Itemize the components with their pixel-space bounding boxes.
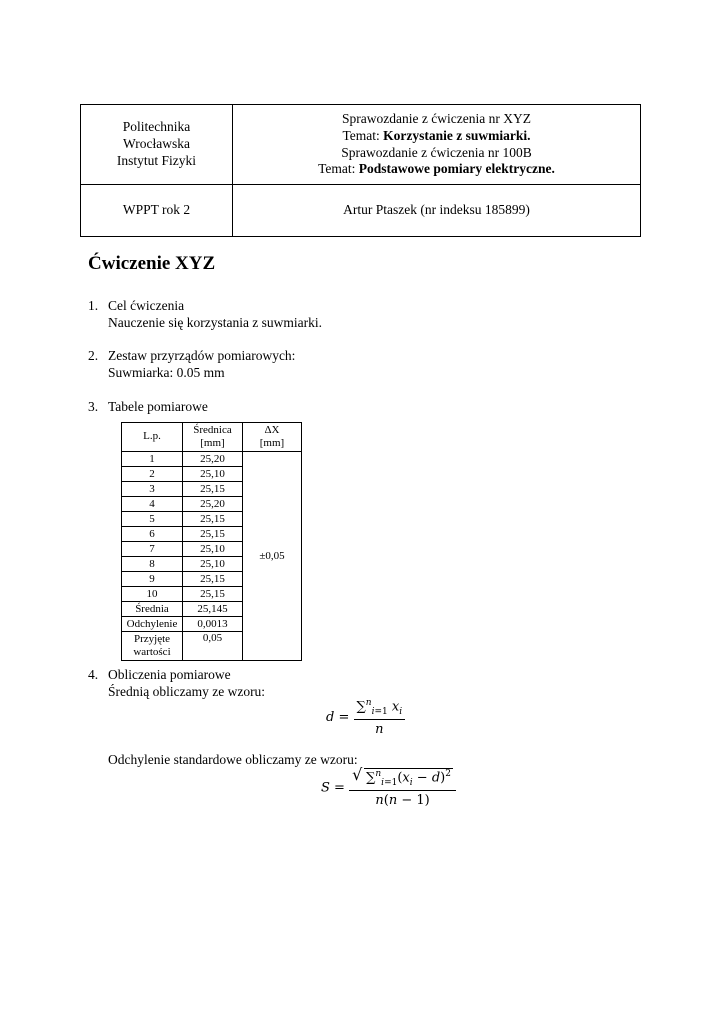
measurement-table bbox=[121, 422, 302, 661]
report-header-table bbox=[80, 104, 641, 237]
header-diameter: Średnica [mm] bbox=[183, 423, 243, 452]
report-topic-line: Temat: Korzystanie z suwmiarki. bbox=[342, 127, 531, 143]
table-cell: 2 bbox=[122, 467, 183, 482]
table-cell: 1 bbox=[122, 452, 183, 467]
std-dev-formula: S = √ $\sum^n_{i=1}(x_i - d)^2$ n(n − 1) bbox=[321, 768, 456, 808]
accepted-label: Przyjęte wartości bbox=[122, 632, 183, 661]
table-cell: 3 bbox=[122, 482, 183, 497]
deviation-label: Odchylenie bbox=[122, 617, 183, 632]
group-cell: WPPT rok 2 bbox=[81, 185, 233, 237]
header-lp: L.p. bbox=[122, 423, 183, 452]
table-cell: 8 bbox=[122, 557, 183, 572]
section-number: 2. bbox=[88, 348, 99, 363]
report-line: Sprawozdanie z ćwiczenia nr 100B bbox=[341, 144, 532, 160]
mean-formula: d = $\frac{\sum^n_{i=1} x_i}{n}$ bbox=[326, 698, 405, 737]
mean-label: Średnia bbox=[122, 602, 183, 617]
section-title: Tabele pomiarowe bbox=[108, 399, 208, 414]
section-number: 3. bbox=[88, 399, 99, 414]
table-cell: 25,10 bbox=[183, 467, 243, 482]
mean-value: 25,145 bbox=[183, 602, 243, 617]
table-cell: 25,15 bbox=[183, 587, 243, 602]
section-number: 4. bbox=[88, 667, 99, 682]
section-body: Średnią obliczamy ze wzoru: bbox=[108, 684, 266, 699]
table-cell: 25,15 bbox=[183, 482, 243, 497]
institution-line: Wrocławska bbox=[123, 136, 190, 152]
table-cell: 25,10 bbox=[183, 542, 243, 557]
section-number: 1. bbox=[88, 298, 99, 313]
table-cell: 25,20 bbox=[183, 452, 243, 467]
section-title: Obliczenia pomiarowe bbox=[108, 667, 231, 682]
section-body: Suwmiarka: 0.05 mm bbox=[108, 365, 225, 380]
std-dev-intro: Odchylenie standardowe obliczamy ze wzoru: bbox=[108, 752, 358, 767]
delta-value: ±0,05 bbox=[243, 452, 302, 661]
accepted-value: 0,05 bbox=[183, 632, 243, 661]
page-title: Ćwiczenie XYZ bbox=[88, 253, 216, 274]
table-cell: 25,15 bbox=[183, 512, 243, 527]
table-cell: 25,15 bbox=[183, 527, 243, 542]
table-cell: 4 bbox=[122, 497, 183, 512]
table-cell: 6 bbox=[122, 527, 183, 542]
section-title: Cel ćwiczenia bbox=[108, 298, 185, 313]
section-title: Zestaw przyrządów pomiarowych: bbox=[108, 348, 296, 363]
table-cell: 9 bbox=[122, 572, 183, 587]
institution-cell bbox=[81, 105, 233, 185]
report-line: Sprawozdanie z ćwiczenia nr XYZ bbox=[342, 110, 531, 126]
institution-line: Instytut Fizyki bbox=[116, 152, 197, 168]
author-cell: Artur Ptaszek (nr indeksu 185899) bbox=[233, 185, 641, 237]
institution-line: Politechnika bbox=[122, 119, 191, 135]
table-cell: 25,10 bbox=[183, 557, 243, 572]
table-cell: 7 bbox=[122, 542, 183, 557]
report-info-cell bbox=[233, 105, 641, 185]
report-topic-line: Temat: Podstawowe pomiary elektryczne. bbox=[318, 161, 555, 177]
table-cell: 25,20 bbox=[183, 497, 243, 512]
section-body: Nauczenie się korzystania z suwmiarki. bbox=[108, 315, 323, 330]
table-cell: 5 bbox=[122, 512, 183, 527]
deviation-value: 0,0013 bbox=[183, 617, 243, 632]
header-delta: ΔX [mm] bbox=[243, 423, 302, 452]
table-cell: 10 bbox=[122, 587, 183, 602]
table-cell: 25,15 bbox=[183, 572, 243, 587]
